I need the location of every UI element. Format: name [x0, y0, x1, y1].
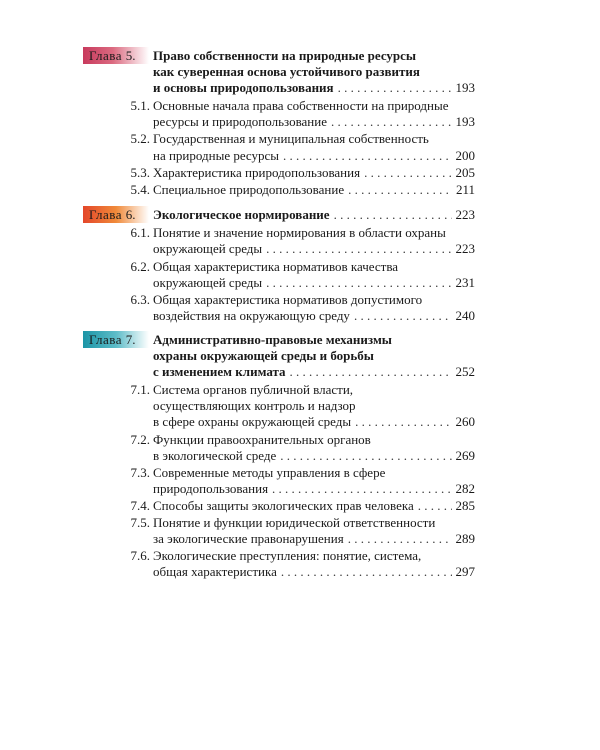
section-5-1-line-2: [153, 113, 475, 130]
page-number: 260: [455, 414, 475, 429]
section-text: Специальное природопользование: [153, 182, 345, 197]
section-7-6-line-2: [153, 563, 475, 580]
page-number: 282: [455, 481, 475, 496]
section-number: 7.6.: [130, 548, 150, 563]
page-number: 252: [455, 364, 475, 379]
section-5-2-line-2: [153, 147, 475, 164]
dot-leader: [283, 147, 451, 164]
dot-leader: [290, 363, 452, 380]
page-number: 289: [455, 531, 475, 546]
page-number: 211: [455, 182, 475, 197]
chapter-5-title-line-3: [153, 79, 475, 96]
chapter-5-title-line-2: как суверенная основа устойчивого развития: [153, 64, 420, 79]
dot-leader: [281, 563, 452, 580]
section-number: 5.4.: [130, 182, 150, 197]
section-5-2-line-1: Государственная и муниципальная собственность: [153, 131, 429, 146]
section-number: 7.3.: [130, 465, 150, 480]
section-7-4-line-1: [153, 497, 475, 514]
section-7-3-line-2: [153, 480, 475, 497]
dot-leader: [280, 447, 451, 464]
section-number: 5.1.: [130, 98, 150, 113]
page-number: 285: [455, 498, 475, 513]
page-number: 231: [455, 275, 475, 290]
chapter-number: 5.: [125, 48, 136, 63]
section-text: ресурсы и природопользование: [153, 114, 327, 129]
section-text: Характеристика природопользования: [153, 165, 361, 180]
section-text: в сфере охраны окружающей среды: [153, 414, 352, 429]
chapter-number: 6.: [125, 207, 136, 222]
section-number: 7.2.: [130, 432, 150, 447]
chapter-label: Глава: [89, 48, 123, 63]
section-number: 6.2.: [130, 259, 150, 274]
dot-leader: [331, 113, 452, 130]
chapter-6-title-line-1: [153, 206, 475, 223]
page-number: 193: [455, 80, 475, 95]
chapter-label: Глава: [89, 207, 123, 222]
dot-leader: [355, 413, 451, 430]
page-number: 200: [455, 148, 475, 163]
page-number: 297: [455, 564, 475, 579]
chapter-7-badge: [83, 331, 149, 348]
section-7-2-line-1: Функции правоохранительных органов: [153, 432, 371, 447]
section-7-3-line-1: Современные методы управления в сфере: [153, 465, 386, 480]
section-text: на природные ресурсы: [153, 148, 280, 163]
section-5-1-line-1: Основные начала права собственности на природные: [153, 98, 449, 113]
dot-leader: [266, 240, 451, 257]
section-6-2-line-1: Общая характеристика нормативов качества: [153, 259, 399, 274]
section-number: 7.4.: [130, 498, 150, 513]
section-number: 5.2.: [130, 131, 150, 146]
chapter-7-title-line-1: Административно-правовые механизмы: [153, 332, 392, 347]
section-text: общая характеристика: [153, 564, 277, 579]
section-text: окружающей среды: [153, 241, 263, 256]
section-7-6-line-1: Экологические преступления: понятие, система,: [153, 548, 422, 563]
section-7-1-line-2: осуществляющих контроль и надзор: [153, 398, 356, 413]
section-6-1-line-2: [153, 240, 475, 257]
section-number: 7.1.: [130, 382, 150, 397]
section-number: 6.3.: [130, 292, 150, 307]
section-6-1-line-1: Понятие и значение нормирования в области охраны: [153, 225, 446, 240]
section-7-1-line-1: Система органов публичной власти,: [153, 382, 354, 397]
section-text: воздействия на окружающую среду: [153, 308, 350, 323]
section-number: 7.5.: [130, 515, 150, 530]
section-number: 6.1.: [130, 225, 150, 240]
section-text: окружающей среды: [153, 275, 263, 290]
page-number: 223: [455, 207, 475, 222]
page-number: 193: [455, 114, 475, 129]
chapter-6-badge: [83, 206, 149, 223]
chapter-title-text: с изменением климата: [153, 364, 286, 379]
section-7-2-line-2: [153, 447, 475, 464]
section-5-3-line-1: [153, 164, 475, 181]
dot-leader: [272, 480, 451, 497]
dot-leader: [348, 181, 452, 198]
dot-leader: [348, 530, 452, 547]
dot-leader: [266, 274, 451, 291]
section-number: 5.3.: [130, 165, 150, 180]
section-6-3-line-2: [153, 307, 475, 324]
section-6-3-line-1: Общая характеристика нормативов допустимого: [153, 292, 423, 307]
dot-leader: [338, 79, 452, 96]
chapter-7-title-line-2: охраны окружающей среды и борьбы: [153, 348, 374, 363]
dot-leader: [334, 206, 452, 223]
chapter-number: 7.: [125, 332, 136, 347]
chapter-title-text: и основы природопользования: [153, 80, 334, 95]
chapter-5-title-line-1: Право собственности на природные ресурсы: [153, 48, 417, 63]
section-7-1-line-3: [153, 413, 475, 430]
section-text: природопользования: [153, 481, 269, 496]
section-text: Способы защиты экологических прав человека: [153, 498, 414, 513]
section-7-5-line-2: [153, 530, 475, 547]
page-number: 205: [455, 165, 475, 180]
section-text: в экологической среде: [153, 448, 277, 463]
section-text: за экологические правонарушения: [153, 531, 344, 546]
page-number: 223: [455, 241, 475, 256]
dot-leader: [354, 307, 452, 324]
chapter-5-badge: [83, 47, 149, 64]
page-number: 240: [455, 308, 475, 323]
page-number: 269: [455, 448, 475, 463]
dot-leader: [418, 497, 452, 514]
section-7-5-line-1: Понятие и функции юридической ответственности: [153, 515, 436, 530]
section-5-4-line-1: [153, 181, 475, 198]
chapter-title-text: Экологическое нормирование: [153, 207, 330, 222]
dot-leader: [364, 164, 451, 181]
chapter-7-title-line-3: [153, 363, 475, 380]
section-6-2-line-2: [153, 274, 475, 291]
chapter-label: Глава: [89, 332, 123, 347]
